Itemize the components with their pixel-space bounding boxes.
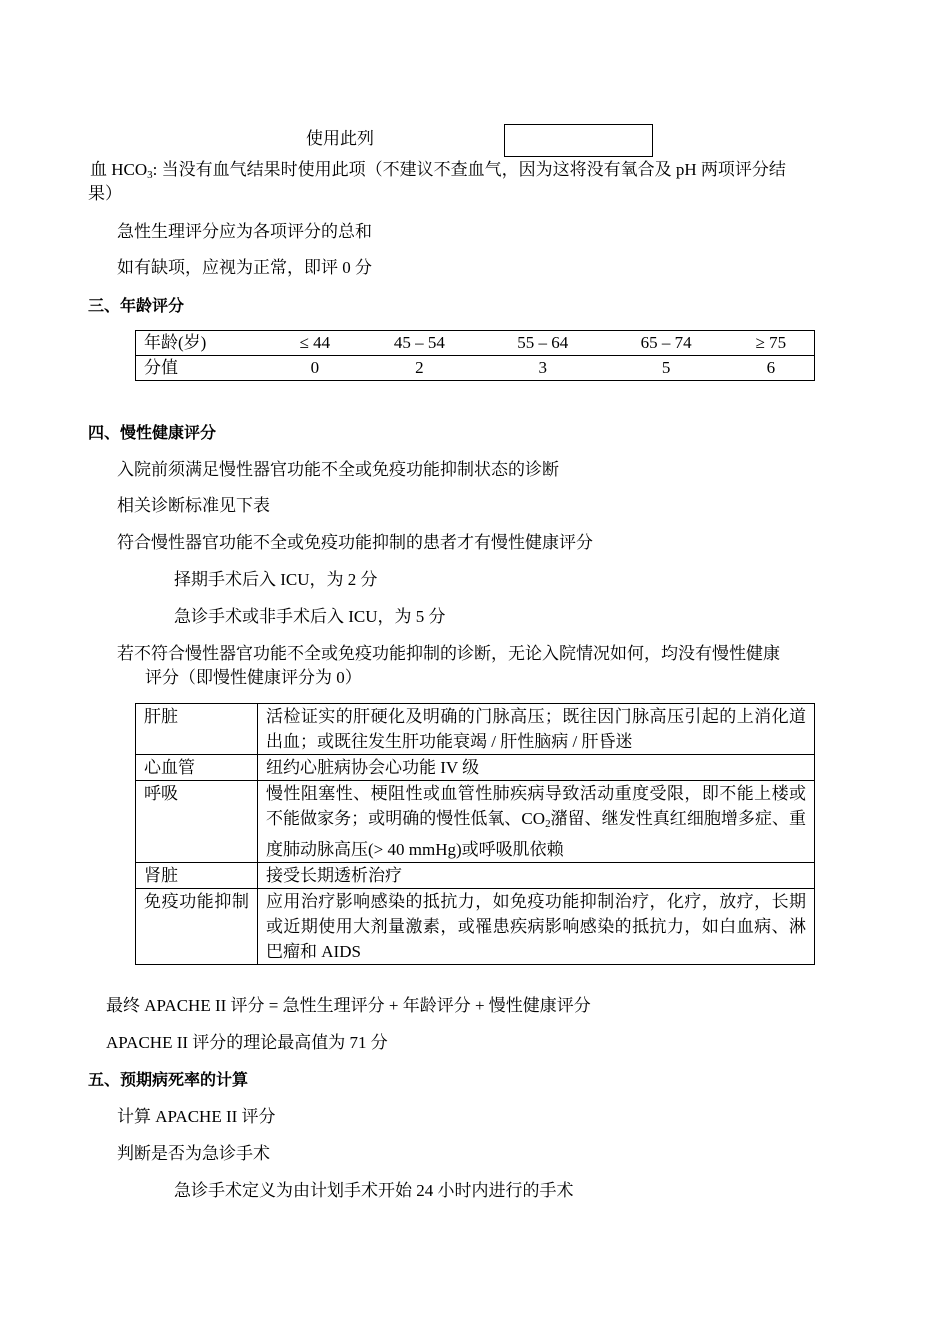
age-range-cell: 45 – 54 (358, 331, 481, 356)
criteria-cell: 应用治疗影响感染的抵抗力，如免疫功能抑制治疗，化疗，放疗，长期或近期使用大剂量激素，或罹患疾病影响感染的抵抗力，如白血病、淋巴瘤和 AIDS (258, 889, 815, 965)
section-5-heading: 五、预期病死率的计算 (88, 1070, 249, 1089)
age-range-cell: ≤ 44 (272, 331, 358, 356)
age-row-label: 年龄(岁) (136, 331, 273, 356)
age-range-cell: ≥ 75 (728, 331, 815, 356)
table-row (136, 781, 815, 863)
chronic-p5: 急诊手术或非手术后入 ICU，为 5 分 (174, 607, 446, 626)
mortality-p1: 计算 APACHE II 评分 (117, 1107, 276, 1126)
section-4-heading: 四、慢性健康评分 (88, 423, 217, 442)
missing-note: 如有缺项，应视为正常，即评 0 分 (117, 258, 372, 277)
hco3-note-line1 (90, 159, 786, 186)
use-column-label: 使用此列 (306, 129, 374, 148)
mortality-p2: 判断是否为急诊手术 (117, 1144, 270, 1163)
score-cell: 6 (728, 356, 815, 381)
organ-cell: 免疫功能抑制 (136, 889, 258, 965)
criteria-cell: 活检证实的肝硬化及明确的门脉高压；既往因门脉高压引起的上消化道出血；或既往发生肝功能衰竭 / 肝性脑病 / 肝昏迷 (258, 704, 815, 755)
table-row (136, 755, 815, 781)
sum-note: 急性生理评分应为各项评分的总和 (117, 222, 372, 241)
chronic-p6-line2: 评分（即慢性健康评分为 0） (145, 668, 362, 687)
organ-cell: 肝脏 (136, 704, 258, 755)
table-row (136, 704, 815, 755)
organ-cell: 心血管 (136, 755, 258, 781)
hco3-post: : 当没有血气结果时使用此项（不建议不查血气，因为这将没有氧合及 pH 两项评分结 (152, 160, 786, 179)
criteria-text-pre: 慢性阻塞性、梗阻性或血管性肺疾病导致活动重度受限，即不能上楼或不能做家务；或明确的慢性低氧、CO (266, 784, 806, 828)
criteria-cell (258, 781, 815, 863)
final-formula: 最终 APACHE II 评分 = 急性生理评分 + 年龄评分 + 慢性健康评分 (106, 996, 591, 1015)
table-row (136, 863, 815, 889)
chronic-p4: 择期手术后入 ICU，为 2 分 (174, 570, 378, 589)
chronic-p6-line1: 若不符合慢性器官功能不全或免疫功能抑制的诊断，无论入院情况如何，均没有慢性健康 (117, 644, 780, 663)
score-cell: 0 (272, 356, 358, 381)
age-score-table (135, 330, 815, 381)
hco3-sub: 3 (147, 169, 153, 181)
criteria-cell: 纽约心脏病协会心功能 IV 级 (258, 755, 815, 781)
score-cell: 3 (481, 356, 604, 381)
co2-subscript: 2 (545, 818, 551, 830)
score-row (136, 356, 815, 381)
criteria-text-post: 潴留、继发性真红细胞增多症、重度肺动脉高压(> 40 mmHg)或呼吸肌依赖 (266, 809, 806, 859)
chronic-p1: 入院前须满足慢性器官功能不全或免疫功能抑制状态的诊断 (117, 460, 559, 479)
hco3-note-line2: 果） (88, 184, 122, 203)
score-row-label: 分值 (136, 356, 273, 381)
organ-cell: 呼吸 (136, 781, 258, 863)
organ-cell: 肾脏 (136, 863, 258, 889)
age-range-cell: 55 – 64 (481, 331, 604, 356)
chronic-p3: 符合慢性器官功能不全或免疫功能抑制的患者才有慢性健康评分 (117, 533, 593, 552)
section-3-heading: 三、年龄评分 (88, 296, 185, 315)
hco3-pre: 血 HCO (90, 160, 148, 179)
max-score-note: APACHE II 评分的理论最高值为 71 分 (106, 1033, 388, 1052)
table-row (136, 889, 815, 965)
chronic-criteria-table (135, 703, 815, 965)
age-range-cell: 65 – 74 (604, 331, 727, 356)
score-cell: 5 (604, 356, 727, 381)
blank-input-box (504, 124, 653, 157)
mortality-p3: 急诊手术定义为由计划手术开始 24 小时内进行的手术 (174, 1181, 574, 1200)
chronic-p2: 相关诊断标准见下表 (117, 496, 270, 515)
age-row (136, 331, 815, 356)
criteria-cell: 接受长期透析治疗 (258, 863, 815, 889)
score-cell: 2 (358, 356, 481, 381)
